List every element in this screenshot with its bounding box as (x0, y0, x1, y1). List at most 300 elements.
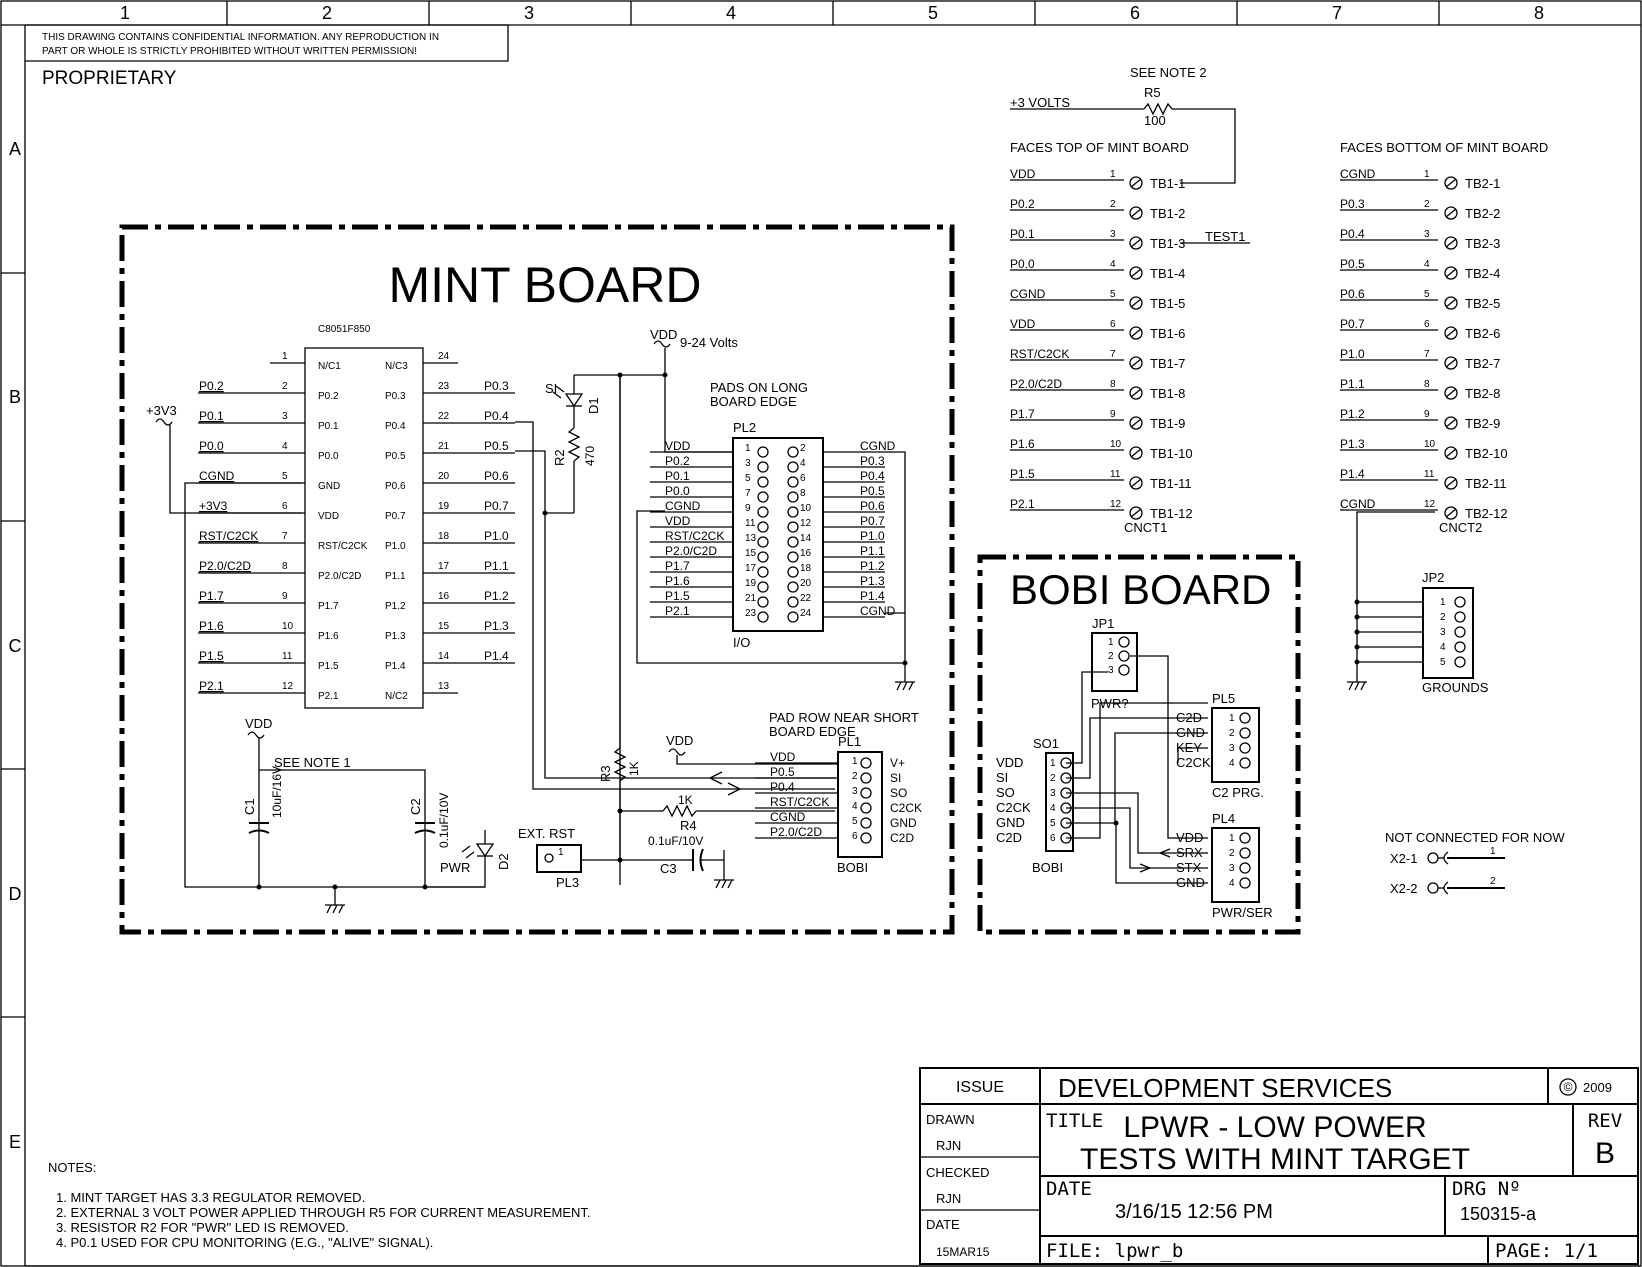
header-pin (1455, 657, 1465, 667)
tb2-title: FACES BOTTOM OF MINT BOARD (1340, 140, 1549, 155)
terminal-number: 8 (1110, 379, 1116, 390)
column-label: 3 (523, 3, 535, 23)
net-label: P1.0 (1340, 347, 1365, 361)
terminal-ref: TB2-1 (1465, 176, 1501, 191)
x22-pin: 2 (1490, 876, 1496, 887)
net-label: P0.4 (1340, 227, 1365, 241)
row-label: A (8, 139, 22, 159)
pin-number: 3 (1229, 863, 1235, 874)
pl3-pin: 1 (558, 847, 564, 858)
net-label: P2.1 (199, 679, 224, 693)
pad-pin (788, 492, 798, 502)
ic-pin-number: 24 (438, 351, 450, 362)
pin-function: VDD (996, 755, 1024, 770)
pin-function: C2D (1176, 710, 1203, 725)
net-label: P2.1 (1010, 497, 1035, 511)
net-label: CGND (665, 499, 701, 513)
pin-number: 3 (1108, 665, 1114, 676)
pad-number: 6 (852, 831, 858, 842)
r5-label: R5 (1144, 85, 1161, 100)
ic-pin-number: 21 (438, 441, 450, 452)
terminal-ref: TB2-10 (1465, 446, 1508, 461)
pin-function: SI (890, 771, 902, 785)
terminal-ref: TB1-11 (1150, 476, 1192, 491)
pad-number: 11 (745, 518, 756, 529)
header-pin (1455, 627, 1465, 637)
net-label: P0.6 (860, 499, 885, 513)
r2-value: 470 (583, 445, 597, 466)
pl4-label: PL4 (1212, 811, 1236, 826)
ic-pin-number: 15 (438, 621, 450, 632)
pads-long-label: PADS ON LONG (710, 380, 809, 395)
header-pin (1240, 848, 1250, 858)
net-label: VDD (1010, 317, 1036, 331)
terminal-ref: TB1-6 (1150, 326, 1186, 341)
r4-label: R4 (680, 818, 697, 833)
net-label: P1.7 (199, 589, 224, 603)
pad-number: 2 (800, 443, 806, 454)
net-label: VDD (665, 439, 691, 453)
connector-pl5 (1176, 691, 1264, 800)
ic-pin-name: P0.0 (318, 451, 339, 462)
c3-value: 0.1uF/10V (648, 834, 704, 848)
terminal-number: 12 (1424, 499, 1436, 510)
note-item: 2. EXTERNAL 3 VOLT POWER APPLIED THROUGH R5 FOR CURRENT MEASUREMENT. (56, 1205, 591, 1220)
checked-label: CHECKED (926, 1165, 990, 1180)
pin-function: GND (1176, 725, 1205, 740)
pad-pin (788, 462, 798, 472)
column-label: 1 (119, 3, 131, 23)
c1-label: C1 (242, 798, 257, 815)
capacitor-c3 (648, 834, 734, 888)
terminal-ref: TB2-5 (1465, 296, 1501, 311)
pin-number: 2 (1229, 728, 1235, 739)
pin-function: GND (1176, 875, 1205, 890)
pin-function: GND (890, 816, 917, 830)
ic-pin-name: P0.1 (318, 421, 339, 432)
terminal-ref: TB1-1 (1150, 176, 1186, 191)
net-label: P1.0 (484, 529, 509, 543)
confidential-line: THIS DRAWING CONTAINS CONFIDENTIAL INFORMATION. ANY REPRODUCTION IN (42, 32, 440, 43)
confidential-line: PART OR WHOLE IS STRICTLY PROHIBITED WITHOUT WRITTEN PERMISSION! (42, 46, 418, 57)
terminal-number: 10 (1110, 439, 1122, 450)
net-label: CGND (860, 604, 896, 618)
vdd-cap-label: VDD (245, 716, 273, 731)
pin-number: 2 (1229, 848, 1235, 859)
test1-label: TEST1 (1205, 229, 1246, 244)
drg-label: DRG Nº (1452, 1178, 1521, 1200)
pad-pin (788, 477, 798, 487)
connector-jp2 (1347, 512, 1489, 695)
pad-number: 23 (745, 608, 757, 619)
pin-function: VDD (1176, 830, 1204, 845)
net-label: P1.3 (860, 574, 885, 588)
net-label: P1.2 (1340, 407, 1365, 421)
ic-pin-number: 5 (282, 471, 288, 482)
not-connected-section (1385, 830, 1565, 896)
pad-number: 3 (852, 786, 858, 797)
pad-pin (758, 612, 768, 622)
ic-pin-number: 22 (438, 411, 450, 422)
r4-value: 1K (678, 793, 693, 807)
date-left-label: DATE (926, 1217, 960, 1232)
net-label: P1.3 (484, 619, 509, 633)
ground-symbol (895, 682, 915, 690)
terminal-number: 8 (1424, 379, 1430, 390)
so1-caption: BOBI (1032, 860, 1064, 875)
header-pin (1240, 833, 1250, 843)
terminal-ref: TB1-4 (1150, 266, 1186, 281)
pad-pin (758, 537, 768, 547)
net-label: P0.3 (1340, 197, 1365, 211)
header-pin (1240, 758, 1250, 768)
pin-number: 6 (1050, 833, 1056, 844)
v3-label: +3 VOLTS (1010, 95, 1071, 110)
pin-number: 4 (1440, 642, 1446, 653)
terminal-number: 1 (1424, 169, 1430, 180)
terminal-number: 9 (1424, 409, 1430, 420)
net-label: P1.4 (860, 589, 885, 603)
x21-pin: 1 (1490, 846, 1496, 857)
date-value: 3/16/15 12:56 PM (1115, 1201, 1273, 1223)
pad-pin (788, 537, 798, 547)
pad-pin (861, 803, 871, 813)
pin-number: 1 (1229, 713, 1235, 724)
jp2-label: JP2 (1422, 570, 1445, 585)
ic-pin-name: N/C3 (385, 361, 408, 372)
column-label: 6 (1129, 3, 1141, 23)
x22-label: X2-2 (1390, 881, 1418, 896)
terminal-ref: TB2-6 (1465, 326, 1501, 341)
terminal-number: 2 (1424, 199, 1430, 210)
pad-pin (788, 522, 798, 532)
pad-number: 9 (745, 503, 751, 514)
pin-number: 4 (1229, 878, 1235, 889)
net-label: P1.2 (860, 559, 885, 573)
pad-number: 5 (852, 816, 858, 827)
x21-label: X2-1 (1390, 851, 1418, 866)
title-line1: LPWR - LOW POWER (1123, 1111, 1427, 1144)
date-left: 15MAR15 (936, 1245, 990, 1259)
row-label: D (8, 884, 22, 904)
net-label: P0.7 (1340, 317, 1365, 331)
see-note2: SEE NOTE 2 (1130, 65, 1207, 80)
pin-number: 1 (1108, 637, 1114, 648)
net-label: P1.7 (665, 559, 690, 573)
connector-jp1 (1091, 616, 1137, 711)
drawn-by: RJN (936, 1138, 962, 1153)
terminal-number: 11 (1424, 469, 1435, 480)
pad-number: 12 (800, 518, 812, 529)
net-label: CGND (199, 469, 235, 483)
pl2-cgnd-wire (885, 452, 905, 663)
company-name: DEVELOPMENT SERVICES (1058, 1073, 1393, 1103)
pad-pin (758, 462, 768, 472)
net-label: CGND (860, 439, 896, 453)
v3v3-net (146, 403, 302, 513)
terminal-number: 9 (1110, 409, 1116, 420)
pad-pin (788, 582, 798, 592)
pad-pin (788, 612, 798, 622)
pin-function: V+ (890, 756, 906, 770)
pin-function: C2CK (1176, 755, 1211, 770)
pin-function: C2D (890, 831, 915, 845)
header-pin (1119, 637, 1129, 647)
confidential-box (25, 25, 508, 61)
terminal-ref: TB2-4 (1465, 266, 1501, 281)
net-label: P1.7 (1010, 407, 1035, 421)
net-label: CGND (1010, 287, 1046, 301)
terminal-number: 6 (1424, 319, 1430, 330)
terminal-ref: TB1-7 (1150, 356, 1186, 371)
net-label: P0.2 (199, 379, 224, 393)
pad-number: 4 (852, 801, 858, 812)
pl2-label: PL2 (733, 420, 757, 435)
cnct1-label: CNCT1 (1124, 520, 1168, 535)
ic-pin-name: P0.2 (318, 391, 339, 402)
column-label: 5 (927, 3, 939, 23)
ic-pin-number: 16 (438, 591, 450, 602)
pin-number: 1 (1050, 758, 1056, 769)
terminal-ref: TB2-3 (1465, 236, 1501, 251)
net-label: P1.1 (860, 544, 885, 558)
ic-pin-name: P1.0 (385, 541, 406, 552)
si-label: SI (545, 381, 558, 396)
ic-pin-number: 13 (438, 681, 450, 692)
c2-value: 0.1uF/10V (437, 792, 451, 848)
terminal-block-tb1 (1010, 167, 1193, 521)
ic-pin-name: P1.4 (385, 661, 406, 672)
net-label: P1.6 (199, 619, 224, 633)
note-item: 1. MINT TARGET HAS 3.3 REGULATOR REMOVED. (56, 1190, 366, 1205)
terminal-ref: TB2-9 (1465, 416, 1501, 431)
net-label: VDD (665, 514, 691, 528)
pad-pin (861, 833, 871, 843)
ic-pin-number: 17 (438, 561, 450, 572)
ic-pin-name: P1.7 (318, 601, 339, 612)
ic-pin-name: P0.6 (385, 481, 406, 492)
pl3-label: PL3 (556, 875, 580, 890)
terminal-number: 5 (1424, 289, 1430, 300)
header-pin (1240, 713, 1250, 723)
so1-label: SO1 (1033, 736, 1060, 751)
r3-value: 1K (627, 761, 641, 776)
ic-pin-name: N/C2 (385, 691, 408, 702)
terminal-number: 1 (1110, 169, 1116, 180)
header-pin (1455, 597, 1465, 607)
net-label: P1.5 (199, 649, 224, 663)
terminal-number: 4 (1110, 259, 1116, 270)
pad-pin (758, 447, 768, 457)
terminal-number: 10 (1424, 439, 1436, 450)
terminal-number: 7 (1110, 349, 1116, 360)
pad-number: 1 (745, 443, 751, 454)
net-label: P1.5 (665, 589, 690, 603)
pad-number: 10 (800, 503, 812, 514)
terminal-number: 4 (1424, 259, 1430, 270)
net-label: P1.4 (484, 649, 509, 663)
pin-number: 4 (1050, 803, 1056, 814)
rev-label: REV (1587, 1110, 1623, 1132)
pad-pin (788, 447, 798, 457)
pad-number: 16 (800, 548, 812, 559)
ic-pin-number: 20 (438, 471, 450, 482)
pin-function: KEY (1176, 740, 1203, 755)
pad-number: 3 (745, 458, 751, 469)
ic-pin-number: 1 (282, 351, 288, 362)
pl5-caption: C2 PRG. (1212, 785, 1265, 800)
pad-number: 21 (745, 593, 757, 604)
net-label: P1.0 (860, 529, 885, 543)
pad-pin (788, 567, 798, 577)
pad-pin (758, 492, 768, 502)
net-label: P0.7 (860, 514, 885, 528)
ic-c8051f850 (198, 324, 515, 708)
terminal-number: 12 (1110, 499, 1122, 510)
header-pin (1240, 878, 1250, 888)
net-label: VDD (770, 750, 796, 764)
page-label: PAGE: 1/1 (1495, 1240, 1598, 1262)
pin-function: C2CK (996, 800, 1031, 815)
connector-pl4 (1176, 811, 1273, 920)
ic-pin-name: VDD (318, 511, 340, 522)
cnct2-label: CNCT2 (1439, 520, 1483, 535)
resistor-r2 (543, 428, 598, 516)
terminal-number: 2 (1110, 199, 1116, 210)
net-label: RST/C2CK (665, 529, 725, 543)
column-label: 4 (725, 3, 737, 23)
pin-function: SRX (1176, 845, 1203, 860)
net-label: P0.2 (1010, 197, 1035, 211)
pl5-label: PL5 (1212, 691, 1236, 706)
net-label: P1.6 (1010, 437, 1035, 451)
net-label: P0.5 (770, 765, 795, 779)
net-label: P2.0/C2D (199, 559, 252, 573)
net-label: P0.3 (484, 379, 509, 393)
ic-pin-name: P1.6 (318, 631, 339, 642)
terminal-number: 6 (1110, 319, 1116, 330)
pad-pin (861, 773, 871, 783)
net-label: P0.3 (860, 454, 885, 468)
net-label: P0.0 (199, 439, 224, 453)
chip-name: C8051F850 (318, 324, 371, 335)
pad-pin (758, 522, 768, 532)
terminal-block-tb2 (1340, 167, 1508, 521)
rev-value: B (1594, 1137, 1616, 1170)
net-label: RST/C2CK (1010, 347, 1070, 361)
net-label: P0.5 (860, 484, 885, 498)
ic-pin-number: 19 (438, 501, 450, 512)
ic-pin-number: 11 (282, 651, 293, 662)
terminal-number: 3 (1110, 229, 1116, 240)
bobi-board-outline (980, 557, 1298, 932)
net-label: P0.5 (484, 439, 509, 453)
terminal-ref: TB1-2 (1150, 206, 1186, 221)
terminal-number: 5 (1110, 289, 1116, 300)
net-label: P0.5 (1340, 257, 1365, 271)
net-label: P2.0/C2D (770, 825, 823, 839)
net-label: CGND (1340, 167, 1376, 181)
net-label: P1.2 (484, 589, 509, 603)
pad-number: 7 (745, 488, 751, 499)
pad-pin (788, 552, 798, 562)
pad-short-label: BOARD EDGE (769, 724, 856, 739)
terminal-ref: TB1-8 (1150, 386, 1186, 401)
terminal-number: 7 (1424, 349, 1430, 360)
ic-pin-name: P2.1 (318, 691, 339, 702)
led-d1 (545, 375, 620, 428)
net-label: P1.5 (1010, 467, 1035, 481)
drawn-label: DRAWN (926, 1112, 975, 1127)
ic-pin-number: 10 (282, 621, 294, 632)
vdd-label: VDD (650, 327, 678, 342)
pad-number: 18 (800, 563, 812, 574)
header-pin (1119, 651, 1129, 661)
connector-pl1 (677, 734, 922, 875)
pad-number: 22 (800, 593, 812, 604)
ic-pin-number: 14 (438, 651, 450, 662)
pin-function: C2CK (890, 801, 923, 815)
tb1-title: FACES TOP OF MINT BOARD (1010, 140, 1189, 155)
header-pin (1455, 642, 1465, 652)
pin-function: SO (996, 785, 1015, 800)
net-label: P1.3 (1340, 437, 1365, 451)
ic-pin-name: P2.0/C2D (318, 571, 362, 582)
title-label: TITLE (1046, 1110, 1104, 1132)
net-label: P0.6 (1340, 287, 1365, 301)
jp1-label: JP1 (1092, 616, 1115, 631)
pad-number: 14 (800, 533, 812, 544)
pad-pin (788, 597, 798, 607)
notes-block (48, 1160, 591, 1250)
d2-label: D2 (496, 853, 511, 870)
pad-number: 24 (800, 608, 812, 619)
net-label: P0.7 (484, 499, 509, 513)
pin-number: 1 (1229, 833, 1235, 844)
pin-function: GND (996, 815, 1025, 830)
pad-number: 17 (745, 563, 757, 574)
r2-label: R2 (552, 449, 567, 466)
column-labels (120, 3, 1544, 23)
v3v3-label: +3V3 (146, 403, 177, 418)
terminal-ref: TB1-10 (1150, 446, 1193, 461)
terminal-ref: TB2-8 (1465, 386, 1501, 401)
note-item: 4. P0.1 USED FOR CPU MONITORING (E.G., "ALIVE" SIGNAL). (56, 1235, 434, 1250)
pl4-caption: PWR/SER (1212, 905, 1273, 920)
net-label: P0.1 (1010, 227, 1035, 241)
net-label: P0.1 (199, 409, 224, 423)
ic-pin-number: 18 (438, 531, 450, 542)
ic-pin-number: 9 (282, 591, 288, 602)
terminal-ref: TB1-12 (1150, 506, 1193, 521)
vdd-pl1 (666, 733, 693, 755)
pad-pin (788, 507, 798, 517)
r5-value: 100 (1144, 113, 1166, 128)
net-label: RST/C2CK (770, 795, 830, 809)
jp1-caption: PWR? (1091, 696, 1129, 711)
net-label: P0.4 (770, 780, 795, 794)
pad-number: 20 (800, 578, 812, 589)
pad-number: 2 (852, 771, 858, 782)
connector-pl2 (650, 420, 896, 650)
net-label: P1.1 (484, 559, 509, 573)
pin-function: SI (996, 770, 1009, 785)
checked-by: RJN (936, 1191, 962, 1206)
terminal-ref: TB1-3 (1150, 236, 1186, 251)
terminal-ref: TB2-2 (1465, 206, 1501, 221)
grounds-label: GROUNDS (1422, 680, 1489, 695)
terminal-ref: TB2-11 (1465, 476, 1507, 491)
